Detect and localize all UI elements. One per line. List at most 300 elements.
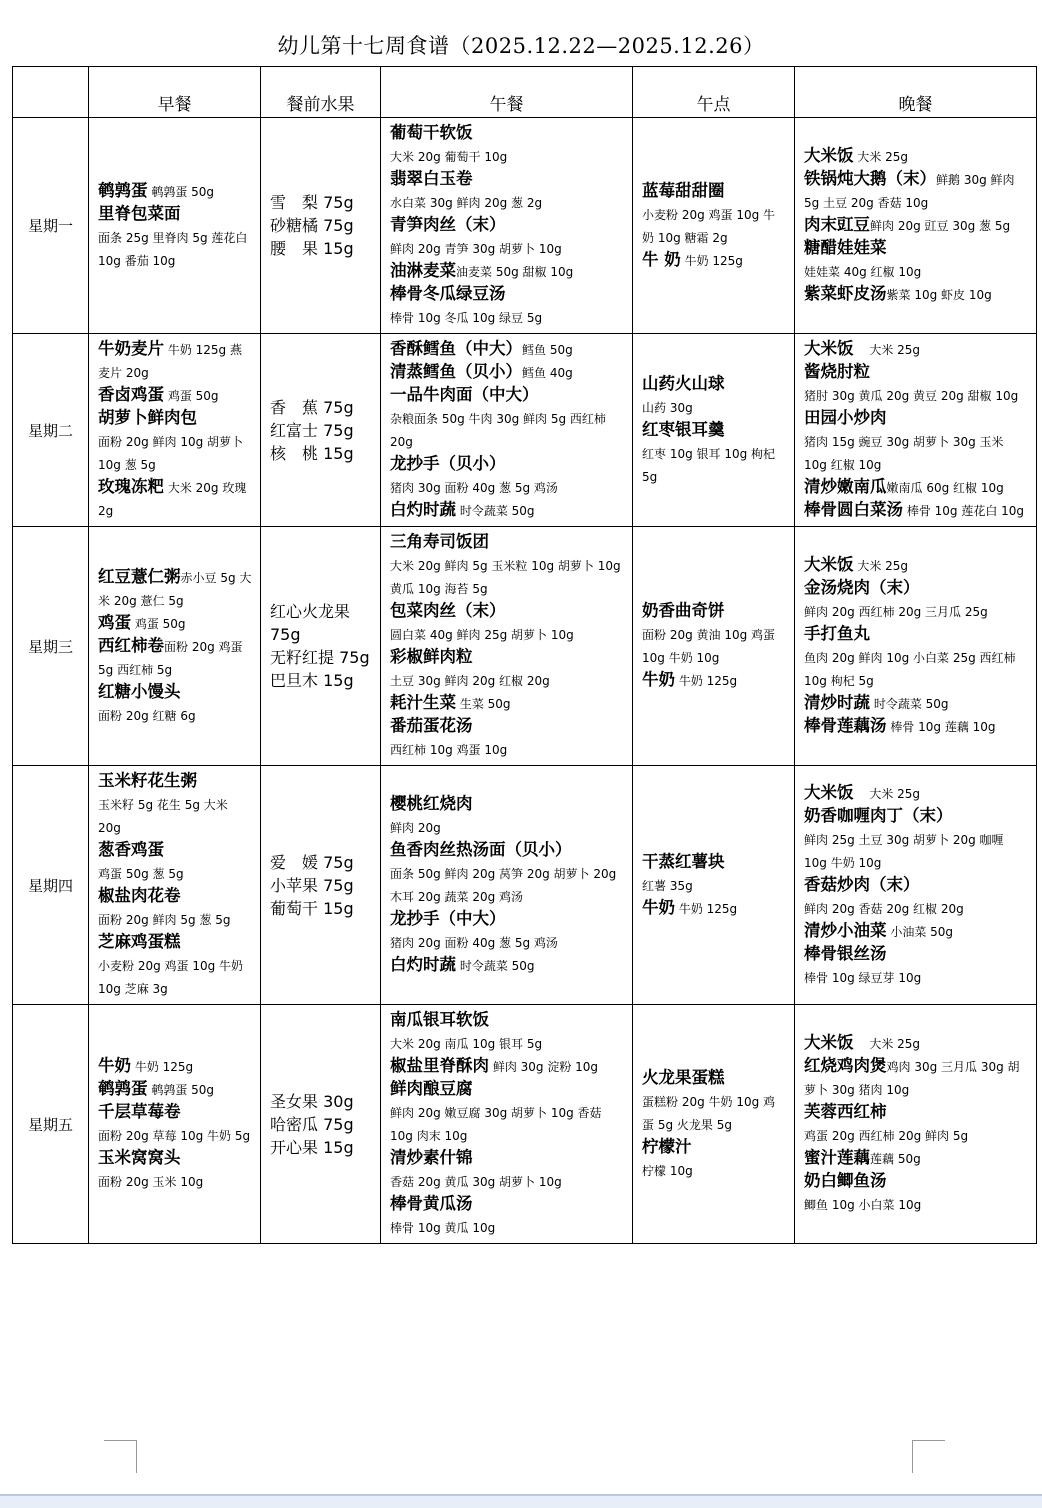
menu-item [804,805,1028,828]
dish-name: 紫菜虾皮汤 [804,284,887,303]
ingredients: 水白菜 30g 鲜肉 20g 葱 2g [390,196,543,210]
menu-item [98,793,252,839]
menu-item [642,897,786,920]
menu-item [98,635,252,681]
dish-name: 手打鱼丸 [804,624,870,643]
menu-table [12,66,1037,1244]
fruit-item: 核 桃 15g [270,443,354,463]
day-row [13,334,1037,527]
menu-item [804,920,1028,943]
dish-name: 火龙果蛋糕 [642,1067,725,1087]
menu-item [98,704,252,727]
ingredients: 柠檬 10g [642,1163,693,1178]
dish-name: 油淋麦菜 [390,261,456,280]
ingredients: 棒骨 10g 黄瓜 10g [390,1221,496,1235]
dish-name: 鱼香肉丝热汤面（贝小） [390,840,572,859]
dish-name: 大米饭 [804,1033,854,1052]
menu-item [98,1147,252,1170]
ingredients: 猪肉 30g 面粉 40g 葱 5g 鸡汤 [390,481,558,495]
ingredients: 鹌鹑蛋 50g [147,1083,215,1097]
ingredients: 大米 25g [853,1037,921,1051]
lunch-cell-content [381,118,632,333]
menu-item [642,419,786,442]
dish-name: 清炒时蔬 [804,693,870,712]
menu-item [642,180,786,203]
menu-item [98,203,252,226]
dish-name: 牛奶麦片 [98,339,164,358]
ingredients: 大米 25g [853,150,909,164]
menu-item [390,931,624,954]
menu-item [390,453,624,476]
menu-item [804,499,1028,522]
ingredients: 面粉 20g 鲜肉 10g 胡萝卜 10g 葱 5g [98,435,244,472]
ingredients: 鸡蛋 50g [131,616,186,631]
breakfast-cell-content [89,766,260,1004]
dish-name: 芙蓉西红柿 [804,1102,887,1121]
ingredients: 鲜肉 20g 香菇 20g 红椒 20g [804,901,964,916]
menu-item [804,260,1028,283]
menu-item [390,715,624,738]
snack-cell [633,766,795,1005]
dish-name: 大米饭 [804,146,854,165]
fruit-cell-content [261,847,380,924]
menu-item [98,770,252,793]
breakfast-cell-content [89,562,260,731]
menu-item [390,839,624,862]
ingredients: 杂粮面条 50g 牛肉 30g 鲜肉 5g 西红柿 20g [390,412,606,449]
menu-item [390,862,624,908]
fruit-item: 雪 梨 75g [270,193,354,212]
dinner-cell-content [795,550,1036,742]
menu-item [804,476,1028,499]
menu-item [804,1124,1028,1147]
breakfast-cell [89,766,261,1005]
ingredients: 大米 25g [853,559,909,573]
lunch-cell [381,334,633,527]
snack-cell [633,1005,795,1244]
menu-item [804,407,1028,430]
menu-item [98,612,252,635]
fruit-cell [261,334,381,527]
ingredients: 赤小豆 5g 大米 20g 薏仁 5g [98,570,252,608]
ingredients: 莲藕 50g [870,1152,921,1166]
dish-name: 葡萄干软饭 [390,123,473,142]
menu-item [98,384,252,407]
ingredients: 面条 50g 鲜肉 20g 莴笋 20g 胡萝卜 20g 木耳 20g 蔬菜 20g 鸡汤 [390,867,617,904]
ingredients: 鲫鱼 10g 小白菜 10g [804,1198,922,1212]
fruit-cell [261,766,381,1005]
menu-item [98,180,252,203]
snack-cell-content [633,176,794,276]
ingredients: 牛奶 125g [680,253,743,268]
ingredients: 面粉 20g 玉米 10g [98,1175,204,1189]
menu-item [98,908,252,931]
header-corner [13,67,89,118]
menu-item [804,1193,1028,1216]
menu-item [98,839,252,862]
dish-name: 大米饭 [804,339,854,358]
dish-name: 蓝莓甜甜圈 [642,180,725,200]
breakfast-cell-content [89,1051,260,1197]
page-corner-mark-left [104,1440,137,1473]
ingredients: 小麦粉 20g 鸡蛋 10g 牛奶 10g 糖霜 2g [642,207,776,245]
snack-cell [633,527,795,766]
menu-item [642,249,786,272]
day-row [13,1005,1037,1244]
ingredients: 嫩南瓜 60g 红椒 10g [886,481,1004,495]
menu-item [390,306,624,329]
fruit-item: 腰 果 15g [270,239,354,258]
dinner-cell-content [795,334,1036,526]
menu-item [804,1147,1028,1170]
dish-name: 香菇炒肉（末） [804,874,920,894]
menu-item [390,669,624,692]
menu-item [98,681,252,704]
dish-name: 西红柿卷 [98,635,164,655]
ingredients: 鳕鱼 50g [522,343,573,357]
ingredients: 棒骨 10g 莲花白 10g [903,504,1025,518]
lunch-cell-content [381,789,632,981]
menu-item [98,476,252,522]
dish-name: 山药火山球 [642,373,725,393]
dinner-cell [795,766,1037,1005]
ingredients: 大米 25g [853,786,921,801]
breakfast-cell [89,1005,261,1244]
menu-item [642,874,786,897]
menu-item [390,361,624,384]
dinner-cell [795,1005,1037,1244]
menu-item [642,396,786,419]
dish-name: 三角寿司饭团 [390,532,489,551]
ingredients: 鲜肉 20g 西红柿 20g 三月瓜 25g [804,605,988,619]
menu-item [390,692,624,715]
menu-item [390,260,624,283]
snack-cell-content [633,847,794,924]
dish-name: 棒骨银丝汤 [804,943,887,963]
header-dinner: 晚餐 [795,67,1037,118]
ingredients: 娃娃菜 40g 红椒 10g [804,265,922,279]
dish-name: 千层草莓卷 [98,1102,181,1121]
dish-name: 柠檬汁 [642,1136,692,1156]
menu-item [98,430,252,476]
dish-name: 番茄蛋花汤 [390,716,473,735]
dish-name: 翡翠白玉卷 [390,169,473,188]
ingredients: 时令蔬菜 50g [870,697,949,711]
fruit-cell-content [261,1086,380,1163]
ingredients: 鱼肉 20g 鲜肉 10g 小白菜 25g 西红柿 10g 枸杞 5g [804,651,1016,688]
menu-item [98,885,252,908]
dish-name: 清炒素什锦 [390,1148,473,1167]
day-label: 星期一 [13,118,89,334]
menu-item [804,577,1028,600]
menu-item [390,816,624,839]
header-fruit: 餐前水果 [261,67,381,118]
menu-item [642,1159,786,1182]
ingredients: 小麦粉 20g 鸡蛋 10g 牛奶 10g 芝麻 3g [98,959,244,996]
breakfast-cell-content [89,176,260,276]
ingredients: 红薯 35g [642,878,693,893]
header-breakfast: 早餐 [89,67,261,118]
fruit-cell-content [261,392,380,469]
dish-name: 棒骨莲藕汤 [804,716,887,735]
menu-item [390,476,624,499]
dish-name: 牛奶 [642,670,675,689]
menu-item [390,1055,624,1078]
dish-name: 龙抄手（中大） [390,909,506,928]
ingredients: 面粉 20g 草莓 10g 牛奶 5g [98,1129,251,1143]
ingredients: 牛奶 125g [675,901,738,916]
menu-item [98,954,252,1000]
menu-item [804,361,1028,384]
menu-item [804,692,1028,715]
snack-cell-content [633,369,794,492]
ingredients: 鲜肉 20g [390,821,441,835]
fruit-item: 小苹果 75g [270,875,354,895]
dish-name: 肉末豇豆 [804,215,870,234]
menu-item [642,373,786,396]
ingredients: 面条 25g 里脊肉 5g 莲花白 10g 番茄 10g [98,230,248,268]
fruit-item: 葡萄干 15g [270,898,354,918]
ingredients: 棒骨 10g 绿豆芽 10g [804,970,922,985]
menu-item [642,203,786,249]
ingredients: 蛋糕粉 20g 牛奶 10g 鸡蛋 5g 火龙果 5g [642,1094,776,1132]
ingredients: 鲜肉 30g 淀粉 10g [489,1060,599,1074]
menu-item [804,782,1028,805]
breakfast-cell [89,118,261,334]
ingredients: 鸡肉 30g 三月瓜 30g 胡萝卜 30g 猪肉 10g [804,1060,1020,1097]
ingredients: 鲜肉 25g 土豆 30g 胡萝卜 20g 咖喱 10g 牛奶 10g [804,832,1004,870]
menu-item [804,430,1028,476]
menu-item [390,554,624,600]
menu-item [804,283,1028,306]
fruit-item: 无籽红提 75g [270,648,370,667]
dinner-cell [795,334,1037,527]
ingredients: 玉米籽 5g 花生 5g 大米 20g [98,798,228,835]
menu-item [98,407,252,430]
dish-name: 青笋肉丝（末） [390,215,506,234]
lunch-cell-content [381,527,632,765]
dish-name: 红豆薏仁粥 [98,566,181,586]
menu-item [804,646,1028,692]
menu-item [390,1101,624,1147]
ingredients: 猪肉 15g 豌豆 30g 胡萝卜 30g 玉米 10g 红椒 10g [804,435,1004,472]
menu-item [390,168,624,191]
ingredients: 时令蔬菜 50g [456,959,535,973]
dish-name: 棒骨黄瓜汤 [390,1194,473,1213]
dish-name: 白灼时蔬 [390,500,456,519]
dish-name: 鸡蛋 [98,612,131,632]
menu-item [804,145,1028,168]
menu-item [390,1147,624,1170]
breakfast-cell-content [89,334,260,526]
ingredients: 鹌鹑蛋 50g [147,184,215,199]
ingredients: 油麦菜 50g 甜椒 10g [456,265,574,279]
fruit-item: 爱 媛 75g [270,852,354,872]
snack-cell [633,334,795,527]
ingredients: 鸡蛋 20g 西红柿 20g 鲜肉 5g [804,1129,969,1143]
menu-item [804,1170,1028,1193]
dish-name: 红糖小馒头 [98,681,181,701]
dish-name: 清炒嫩南瓜 [804,477,887,496]
ingredients: 生菜 50g [456,697,511,711]
dish-name: 包菜肉丝（末） [390,601,506,620]
menu-item [98,931,252,954]
menu-item [642,1136,786,1159]
ingredients: 大米 20g 玫瑰 2g [98,481,247,518]
ingredients: 香菇 20g 黄瓜 30g 胡萝卜 10g [390,1175,562,1189]
menu-item [390,738,624,761]
day-label: 星期五 [13,1005,89,1244]
ingredients: 鲜鹅 30g 鲜肉 5g 土豆 20g 香菇 10g [804,173,1015,210]
fruit-item: 开心果 15g [270,1137,354,1157]
fruit-item: 砂糖橘 75g [270,216,354,235]
menu-item [804,1055,1028,1101]
dish-name: 蜜汁莲藕 [804,1148,870,1167]
dish-name: 鲜肉酿豆腐 [390,1079,473,1098]
dish-name: 鹌鹑蛋 [98,180,148,200]
dish-name: 棒骨冬瓜绿豆汤 [390,284,506,303]
menu-item [98,1101,252,1124]
menu-item [804,384,1028,407]
dish-name: 椒盐里脊酥肉 [390,1056,489,1075]
lunch-cell [381,1005,633,1244]
dish-name: 香卤鸡蛋 [98,385,164,404]
header-row [13,67,1037,118]
day-label: 星期二 [13,334,89,527]
fruit-item: 圣女果 30g [270,1091,354,1111]
fruit-cell-content [261,187,380,264]
dinner-cell-content [795,778,1036,993]
day-row [13,527,1037,766]
fruit-item: 哈密瓜 75g [270,1114,354,1134]
menu-item [390,214,624,237]
day-row [13,118,1037,334]
ingredients: 猪肉 20g 面粉 40g 葱 5g 鸡汤 [390,936,558,950]
breakfast-cell [89,527,261,766]
menu-item [642,442,786,488]
menu-item [804,943,1028,966]
menu-item [390,191,624,214]
menu-item [642,851,786,874]
dish-name: 葱香鸡蛋 [98,840,164,859]
snack-cell-content [633,596,794,696]
menu-item [642,600,786,623]
menu-item [804,897,1028,920]
ingredients: 面粉 20g 黄油 10g 鸡蛋 10g 牛奶 10g [642,628,776,665]
menu-item [390,283,624,306]
dish-name: 糖醋娃娃菜 [804,238,887,257]
dish-name: 玉米窝窝头 [98,1148,181,1167]
ingredients: 时令蔬菜 50g [456,504,535,518]
menu-item [390,499,624,522]
menu-item [804,338,1028,361]
ingredients: 山药 30g [642,400,693,415]
menu-item [98,1124,252,1147]
lunch-cell-content [381,334,632,526]
ingredients: 牛奶 125g 燕麦片 20g [98,343,242,380]
dish-name: 奶香曲奇饼 [642,601,725,620]
breakfast-cell [89,334,261,527]
fruit-item: 巴旦木 15g [270,671,354,690]
lunch-cell [381,118,633,334]
ingredients: 圆白菜 40g 鲜肉 25g 胡萝卜 10g [390,628,574,642]
ingredients: 小油菜 50g [886,924,954,939]
dish-name: 清炒小油菜 [804,920,887,940]
fruit-cell [261,527,381,766]
ingredients: 棒骨 10g 冬瓜 10g 绿豆 5g [390,311,543,325]
fruit-cell [261,118,381,334]
dish-name: 金汤烧肉（末） [804,578,920,597]
menu-item [804,874,1028,897]
dish-name: 里脊包菜面 [98,203,181,223]
ingredients: 鸡蛋 50g 葱 5g [98,867,184,881]
dish-name: 奶白鲫鱼汤 [804,1171,887,1190]
menu-item [804,168,1028,214]
menu-item [804,828,1028,874]
menu-item [804,214,1028,237]
dish-name: 奶香咖喱肉丁（末） [804,805,953,825]
menu-item [98,862,252,885]
dish-name: 香酥鳕鱼（中大） [390,339,522,358]
menu-item [390,1032,624,1055]
ingredients: 西红柿 10g 鸡蛋 10g [390,743,508,757]
menu-item [390,338,624,361]
dish-name: 棒骨圆白菜汤 [804,500,903,519]
dish-name: 牛奶 [642,897,675,917]
menu-item [390,954,624,977]
dish-name: 白灼时蔬 [390,955,456,974]
dish-name: 田园小炒肉 [804,408,887,427]
lunch-cell [381,527,633,766]
ingredients: 鲜肉 20g 豇豆 30g 葱 5g [870,219,1011,233]
dish-name: 大米饭 [804,555,854,574]
menu-body [13,118,1037,1244]
dinner-cell [795,118,1037,334]
dish-name: 耗汁生菜 [390,693,456,712]
dish-name: 大米饭 [804,782,854,802]
ingredients: 鲜肉 20g 嫩豆腐 30g 胡萝卜 10g 香菇 10g 肉末 10g [390,1106,602,1143]
menu-item [390,145,624,168]
fruit-cell [261,1005,381,1244]
lunch-cell-content [381,1005,632,1243]
ingredients: 牛奶 125g [131,1060,194,1074]
fruit-item: 红富士 75g [270,420,354,440]
dish-name: 牛 奶 [642,249,681,269]
fruit-cell-content [261,596,380,696]
menu-item [804,1032,1028,1055]
dish-name: 清蒸鳕鱼（贝小） [390,362,522,381]
dinner-cell [795,527,1037,766]
menu-item [390,908,624,931]
ingredients: 大米 20g 鲜肉 5g 玉米粒 10g 胡萝卜 10g 黄瓜 10g 海苔 5g [390,559,621,596]
dish-name: 酱烧肘粒 [804,362,870,381]
day-label: 星期四 [13,766,89,1005]
menu-item [390,793,624,816]
menu-item [390,1170,624,1193]
dish-name: 红枣银耳羹 [642,419,725,439]
menu-item [390,623,624,646]
dish-name: 干蒸红薯块 [642,851,725,871]
fruit-item: 香 蕉 75g [270,397,354,417]
menu-item [390,384,624,407]
menu-item [804,600,1028,623]
header-lunch: 午餐 [381,67,633,118]
snack-cell [633,118,795,334]
day-label: 星期三 [13,527,89,766]
ingredients: 鲜肉 20g 青笋 30g 胡萝卜 10g [390,242,562,256]
ingredients: 鳕鱼 40g [522,366,573,380]
menu-item [98,338,252,384]
